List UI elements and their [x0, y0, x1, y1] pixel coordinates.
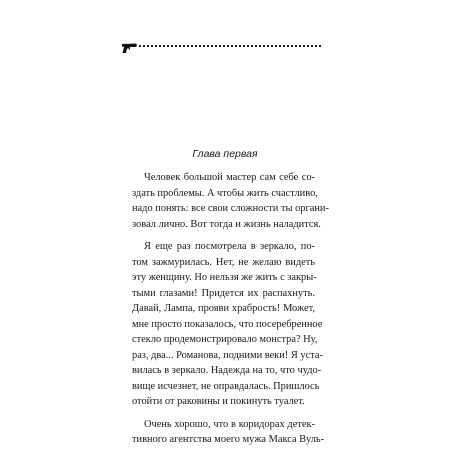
header-ornament — [121, 41, 321, 55]
text-line: Человек большой мастер сам себе со- — [144, 172, 315, 183]
text-line: надо понять: все свои сложности ты органи- — [132, 203, 329, 214]
text-line: зовал лично. Вот тогда и жизнь наладится. — [132, 218, 321, 230]
text-line: том зажмурилась. Нет, не желаю видеть — [132, 256, 315, 268]
text-line: здать проблемы. А чтобы жить счастливо, — [132, 187, 318, 199]
paragraph — [132, 239, 323, 410]
text-line: мне просто показалось, что посеребренное — [132, 318, 323, 330]
text-line: вище исчезнет, не оправдалась. Пришлось — [132, 380, 320, 392]
text-line: тивного агентства моего мужа Макса Вуль- — [132, 434, 325, 445]
text-line: Я еще раз посмотрела в зеркало, по- — [144, 241, 315, 252]
paragraph — [132, 417, 325, 448]
dotted-rule — [139, 45, 321, 47]
text-line: Давай, Лампа, прояви храбрость! Может, — [132, 303, 315, 314]
text-line: отойти от раковины и покинуть туалет. — [132, 396, 305, 407]
text-line: тыми глазами! Придется их распахнуть. — [132, 287, 315, 299]
paragraph — [132, 170, 329, 232]
pistol-icon — [121, 42, 138, 54]
text-line: вилась в зеркало. Надежда на то, что чудо- — [132, 365, 322, 376]
text-line: стекло продемонстрировало монстра? Ну, — [132, 334, 318, 345]
chapter-title: Глава первая — [192, 148, 258, 160]
text-line: раз, два... Романова, подними веки! Я уста- — [132, 349, 323, 361]
body-text — [132, 170, 329, 455]
text-line: Очень хорошо, что в коридорах детек- — [144, 418, 315, 430]
text-line: эту женщину. Но нельзя же жить с закры- — [132, 272, 317, 283]
